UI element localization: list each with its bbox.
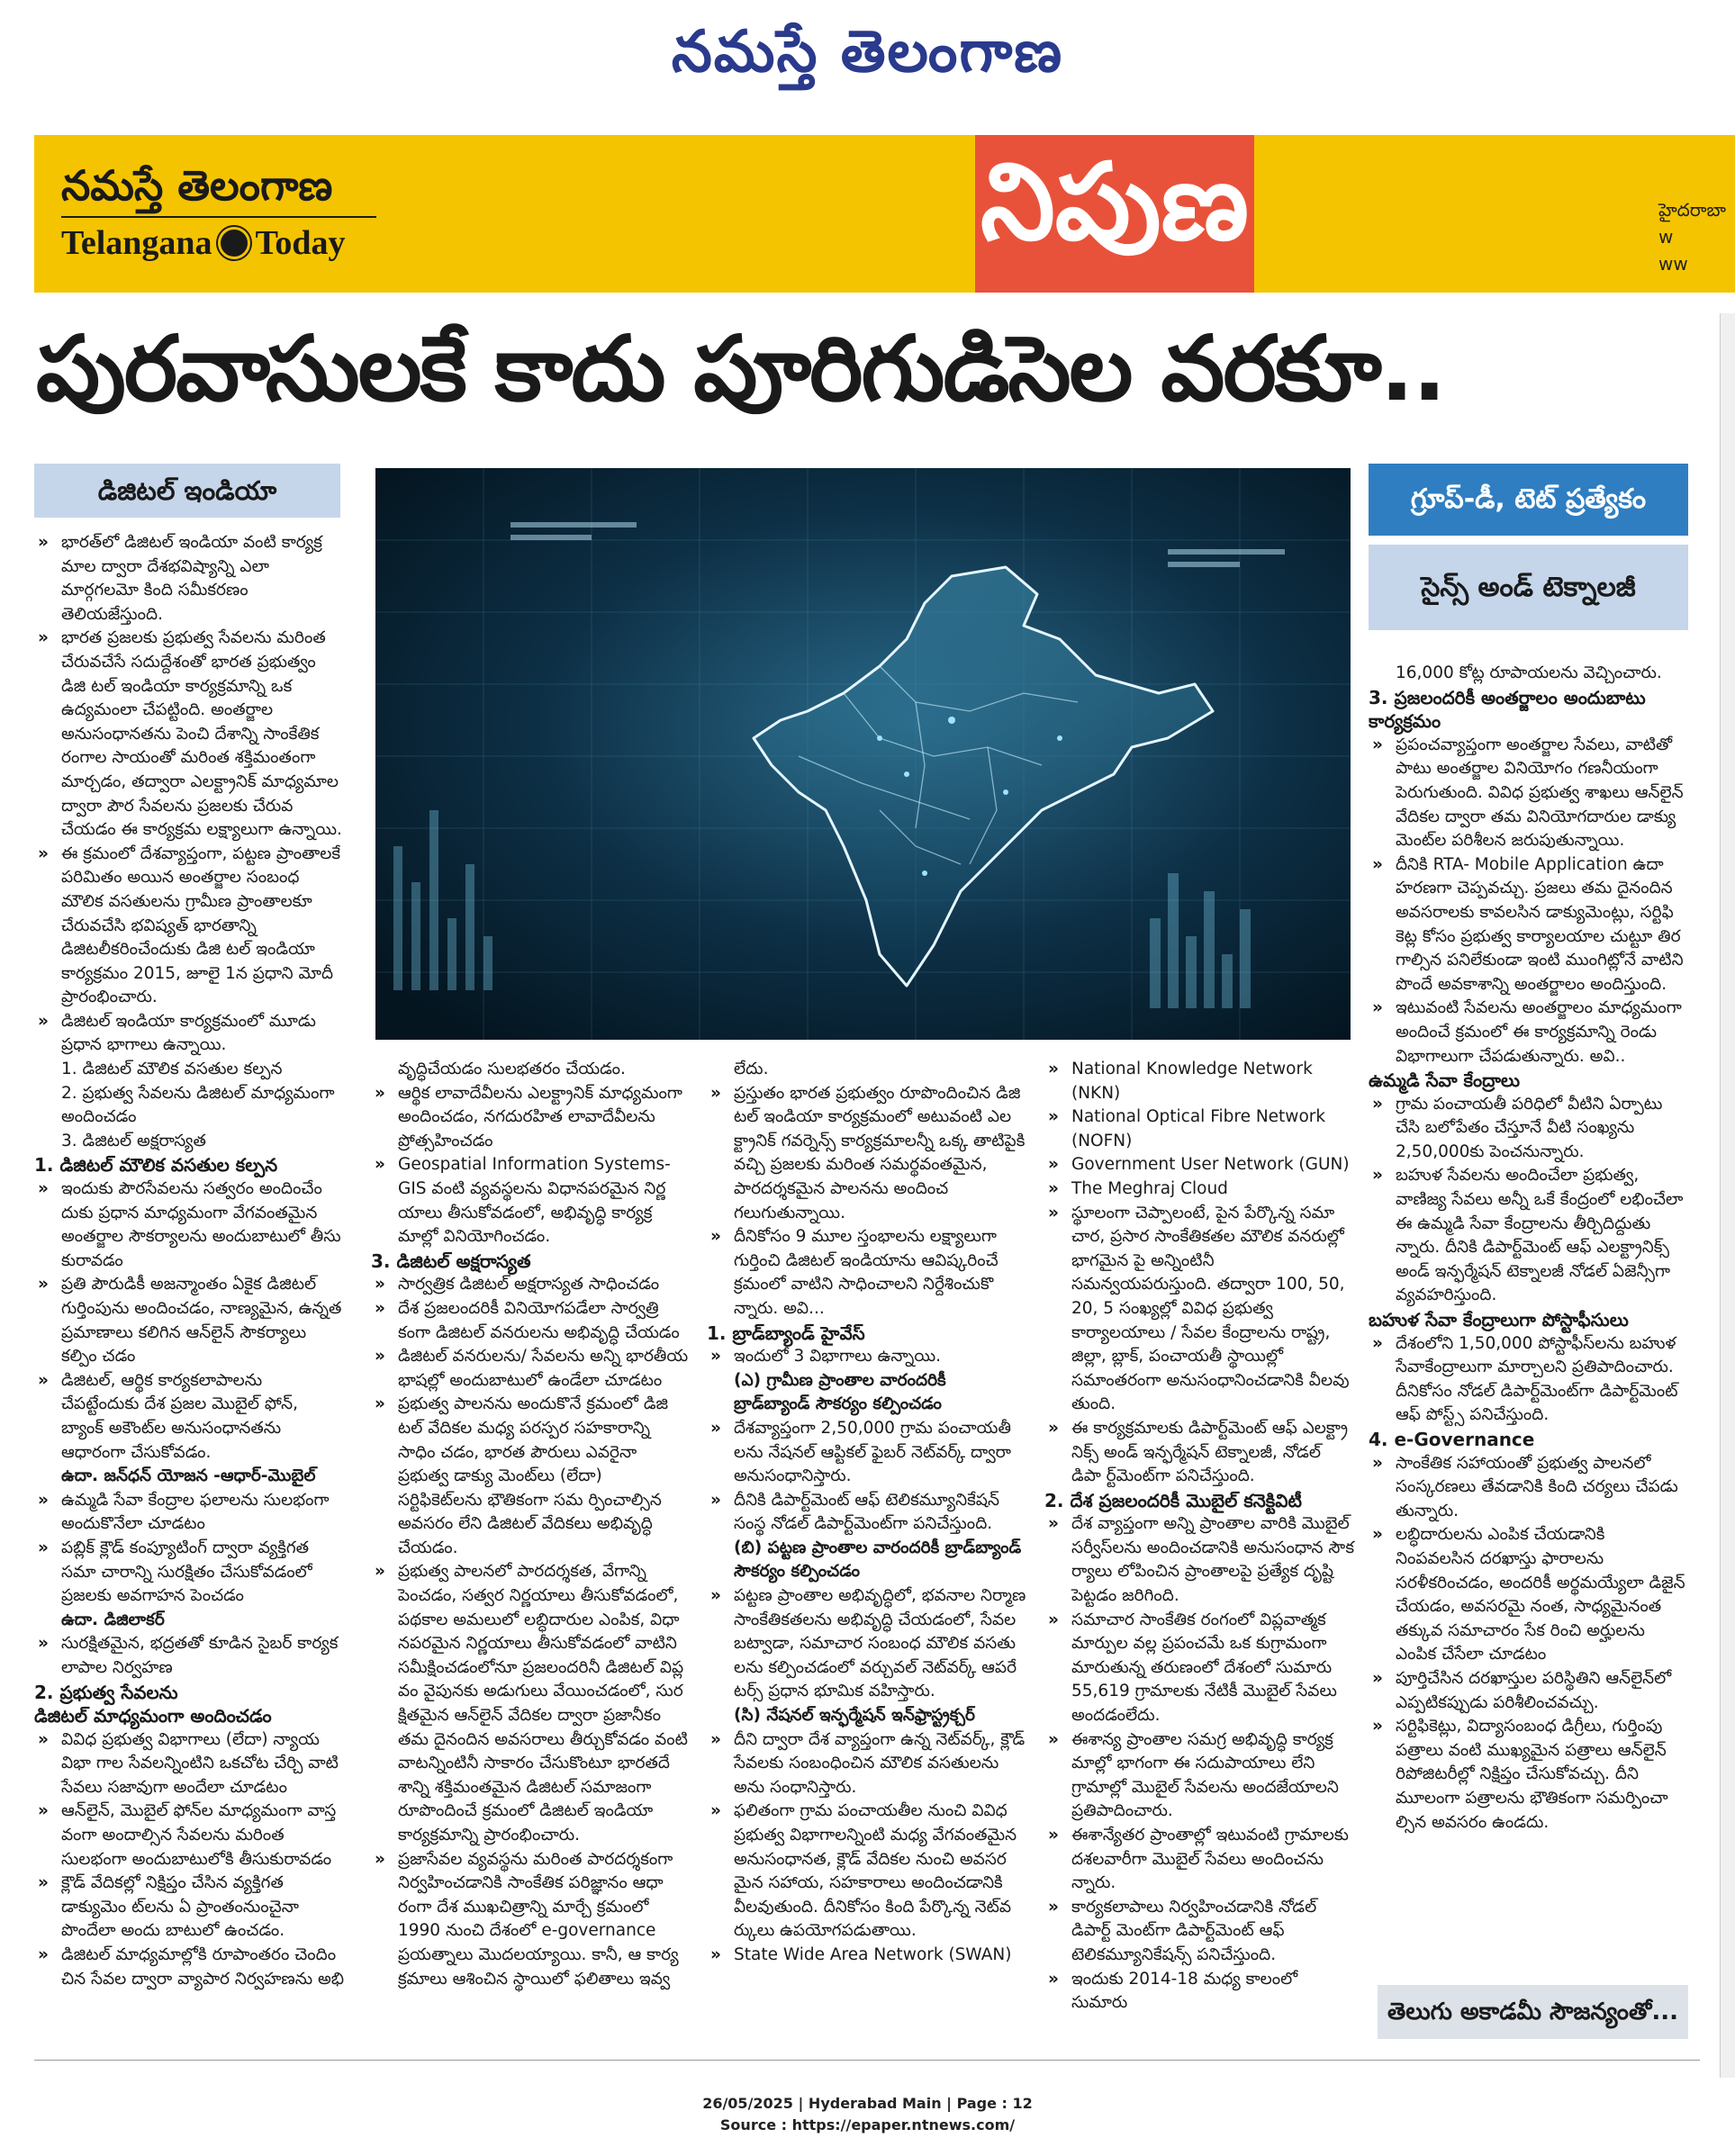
section-tag-science-tech: సైన్స్ అండ్ టెక్నాలజీ: [1369, 545, 1688, 630]
article-headline: పురవాసులకే కాదు పూరిగుడిసెల వరకూ..: [36, 316, 1445, 421]
bullet-paragraph: » ఈ కార్యక్రమాలకు డిపార్ట్‌మెంట్ ఆఫ్ ఎలక్ట్రా నిక్స్ అండ్ ఇన్ఫర్మేషన్ టెక్నాలజీ, నోడల్ డిపా ర్ట్‌మెంట్‌గా పనిచేస్తుంది.: [1044, 1417, 1355, 1489]
courtesy-note: తెలుగు అకాడమీ సౌజన్యంతో...: [1378, 1985, 1688, 2039]
digital-india-map-image: [375, 468, 1351, 1040]
paragraph: లేదు.: [734, 1060, 769, 1078]
footer-divider: [34, 2060, 1700, 2061]
bullet-paragraph: » The Meghraj Cloud: [1044, 1177, 1355, 1202]
sub-label: (బి) పట్టణ ప్రాంతాల వారందరికీ బ్రాడ్‌బ్యాండ్ సౌకర్యం కల్పించడం: [734, 1538, 1022, 1582]
bullet-paragraph: » ప్రస్తుతం భారత ప్రభుత్వం రూపొందించిన డిజి టల్ ఇండియా కార్యక్రమంలో అటువంటి ఎల క్ట్రానిక్ గవర్నెన్స్ కార్యక్రమాలన్నీ ఒక్క తాటిపైకి వచ్చి ప్రజలకు మరింత సమర్థవంతమైన, పారదర్శకమైన పాలనను అందించ గలుగుతున్నాయి.: [707, 1082, 1026, 1226]
bullet-paragraph: » ఇందుకు 2014-18 మధ్య కాలంలో సుమారు: [1044, 1968, 1355, 2016]
paragraph: 2. ప్రభుత్వ సేవలను డిజిటల్ మాధ్యమంగా అందించడం: [61, 1083, 335, 1127]
sub-label: (సి) నేషనల్ ఇన్ఫర్మేషన్ ఇన్‌ఫ్రాస్ట్రక్చర్: [734, 1706, 975, 1726]
bullet-paragraph: » పట్టణ ప్రాంతాల అభివృద్ధిలో, భవనాల నిర్మాణ సాంకేతికతలను అభివృద్ధి చేయడంలో, సేవల బట్వాడా, సమాచార సంబంధ మౌలిక వసతు లను కల్పించడంలో వర్చువల్ నెట్‌వర్క్ ఆపరే టర్స్ ప్రధాన భూమిక వహిస్తారు.: [707, 1584, 1026, 1704]
bullet-paragraph: » దేశంలోని 1,50,000 పోస్టాఫీస్‌లను బహుళ సేవాకేంద్రాలుగా మార్చాలని ప్రతిపాదించారు. దీనికోసం నోడల్ డిపార్ట్‌మెంట్‌గా డిపార్ట్‌మెంట్ ఆఫ్ పోస్ట్స్ పనిచేస్తుంది.: [1369, 1332, 1688, 1428]
section-tag-group-d: గ్రూప్-డీ, టెట్ ప్రత్యేకం: [1369, 464, 1688, 536]
section-tag-digital-india: డిజిటల్ ఇండియా: [34, 464, 340, 518]
bullet-paragraph: » Geospatial Information Systems-GIS వంటి వ్యవస్థలను విధానపరమైన నిర్ణ యాలు తీసుకోవడంలో, అభివృద్ధి కార్యక్ర మాల్లో వినియోగించడం.: [371, 1153, 691, 1249]
bullet-paragraph: » ప్రభుత్వ పాలనను అందుకొనే క్రమంలో డిజి టల్ వేదికల మధ్య పరస్పర సహకారాన్ని సాధిం చడం, భారత పౌరులు ఎవరైనా ప్రభుత్వ డాక్యు మెంట్‌లు (లేదా) సర్టిఫికెట్‌లను భౌతికంగా సమ ర్పించాల్సిన అవసరం లేని డిజిటల్ వేదికలు అభివృద్ధి చేయడం.: [371, 1393, 691, 1560]
bullet-paragraph: » భారత ప్రజలకు ప్రభుత్వ సేవలను మరింత చేరువచేసే సదుద్దేశంతో భారత ప్రభుత్వం డిజి టల్ ఇండియా కార్యక్రమాన్ని ఒక ఉద్యమంలా చేపట్టింది. అంతర్జాల అనుసంధానతను పెంచి దేశాన్ని సాంకేతిక రంగాల సాయంతో మరింత శక్తిమంతంగా మార్చడం, తద్వారా ఎలక్ట్రానిక్ మాధ్యమాల ద్వారా పౌర సేవలను ప్రజలకు చేరువ చేయడం ఈ కార్యక్రమ లక్ష్యాలుగా ఉన్నాయి.: [34, 627, 345, 842]
paragraph: 3. డిజిటల్ అక్షరాస్యత: [61, 1131, 206, 1150]
bullet-paragraph: » సాంకేతిక సహాయంతో ప్రభుత్వ పాలనలో సంస్కరణలు తేవడానికి కింది చర్యలు చేపడు తున్నారు.: [1369, 1452, 1688, 1524]
edition-line: w: [1658, 226, 1674, 248]
bullet-paragraph: » ప్రజాసేవల వ్యవస్థను మరింత పారదర్శకంగా నిర్వహించడానికి సాంకేతిక పరిజ్ఞానం ఆధా రంగా దేశ ముఖచిత్రాన్ని మార్చే క్రమంలో 1990 నుంచి దేశంలో e-governance ప్రయత్నాలు మొదలయ్యాయి. కానీ, ఆ కార్య క్రమాలు ఆశించిన స్థాయిలో ఫలితాలు ఇవ్వ: [371, 1848, 691, 1992]
bullet-paragraph: » ఇటువంటి సేవలను అంతర్జాలం మాధ్యమంగా అందించే క్రమంలో ఈ కార్యక్రమాన్ని రెండు విభాగాలుగా చేపడుతున్నారు. అవి..: [1369, 997, 1688, 1069]
bullet-paragraph: » ప్రతి పౌరుడికీ అజన్మాంతం ఏకైక డిజిటల్ గుర్తింపును అందించడం, నాణ్యమైన, ఉన్నత ప్రమాణాలు కలిగిన ఆన్‌లైన్ సౌకర్యాలు కల్పిం చడం: [34, 1273, 345, 1368]
bullet-paragraph: » డిజిటల్, ఆర్థిక కార్యకలాపాలను చేపట్టేందుకు దేశ ప్రజల మొబైల్ ఫోన్, బ్యాంక్ అకౌంట్‌ల అనుసంధానతను ఆధారంగా చేసుకోవడం.: [34, 1369, 345, 1465]
subheading: 2. దేశ ప్రజలందరికీ మొబైల్ కనెక్టివిటీ: [1044, 1489, 1302, 1511]
masthead-title: నమస్తే తెలంగాణ: [671, 18, 1064, 86]
bullet-paragraph: » ఫలితంగా గ్రామ పంచాయతీల నుంచి వివిధ ప్రభుత్వ విభాగాలన్నింటి మధ్య వేగవంతమైన అనుసంధానత, క్లౌడ్ వేదికల నుంచి అవసర మైన సహాయ, సహకారాలు అందించడానికి వీలవుతుంది. దీనికోసం కింది పేర్కొన్న నెట్‌వ ర్కులు ఉపయోగపడుతాయి.: [707, 1800, 1026, 1944]
paragraph: 16,000 కోట్ల రూపాయలను వెచ్చించారు.: [1396, 663, 1662, 682]
subheading: ఉమ్మడి సేవా కేంద్రాలు: [1369, 1069, 1521, 1092]
bullet-paragraph: » ఈశాన్యేతర ప్రాంతాల్లో ఇటువంటి గ్రామాలకు దశలవారీగా మొబైల్ సేవలు అందించను న్నారు.: [1044, 1824, 1355, 1896]
bullet-paragraph: » Government User Network (GUN): [1044, 1153, 1355, 1177]
bullet-paragraph: » దీనికి డిపార్ట్‌మెంట్ ఆఫ్ టెలికమ్యూనికేషన్ సంస్థ నోడల్ డిపార్ట్‌మెంట్‌గా పనిచేస్తుంది.: [707, 1489, 1026, 1537]
scrollbar[interactable]: [1720, 313, 1735, 2078]
bullet-paragraph: » సమాచార సాంకేతిక రంగంలో విప్లవాత్మక మార్పుల వల్ల ప్రపంచమే ఒక కుగ్రామంగా మారుతున్న తరుణంలో దేశంలో సుమారు 55,619 గ్రామాలకు నేటికీ మొబైల్ సేవలు అందడంలేదు.: [1044, 1609, 1355, 1728]
bullet-paragraph: » కార్యకలాపాలు నిర్వహించడానికి నోడల్ డిపార్ట్ మెంట్‌గా డిపార్ట్‌మెంట్ ఆఫ్ టెలికమ్యూనికేషన్స్ పనిచేస్తుంది.: [1044, 1896, 1355, 1968]
bullet-paragraph: » దీనికోసం 9 మూల స్తంభాలను లక్ష్యాలుగా గుర్తించి డిజిటల్ ఇండియాను ఆవిష్కరించే క్రమంలో వాటిని సాధించాలని నిర్దేశించుకొ న్నారు. అవి...: [707, 1225, 1026, 1321]
bullet-paragraph: » క్లౌడ్ వేదికల్లో నిక్షిప్తం చేసిన వ్యక్తిగత డాక్యుమెం ట్‌లను ఏ ప్రాంతంనుంచైనా పొందేలా అందు బాటులో ఉంచడం.: [34, 1872, 345, 1944]
sub-label: (ఎ) గ్రామీణ ప్రాంతాల వారందరికీ బ్రాడ్‌బ్యాండ్ సౌకర్యం కల్పించడం: [734, 1370, 946, 1414]
paragraph: 1. డిజిటల్ మౌలిక వసతుల కల్పన: [61, 1060, 283, 1079]
bullet-paragraph: » ప్రభుత్వ పాలనలో పారదర్శకత, వేగాన్ని పెంచడం, సత్వర నిర్ణయాలు తీసుకోవడంలో, పథకాల అమలులో లబ్ధిదారుల ఎంపిక, విధా నపరమైన నిర్ణయాలు తీసుకోవడంలో వాటిని సమీక్షించడంలోనూ ప్రజలందరినీ డిజిటల్ విప్ల వం వైపునకు అడుగులు వేయించడంలో, సుర క్షితమైన ఆన్‌లైన్ వేదికల ద్వారా ప్రజానీకం తమ దైనందిన అవసరాలు తీర్చుకోవడం వంటి వాటన్నింటినీ సాకారం చేసుకొంటూ భారతదే శాన్ని శక్తిమంతమైన డిజిటల్ సమాజంగా రూపొందించే క్రమంలో డిజిటల్ ఇండియా కార్యక్రమాన్ని ప్రారంభించారు.: [371, 1560, 691, 1847]
bullet-paragraph: » ఆన్‌లైన్, మొబైల్ ఫోన్‌ల మాధ్యమంగా వాస్త వంగా అందాల్సిన సేవలను మరింత సులభంగా అందుబాటులోకి తీసుకురావడం: [34, 1800, 345, 1872]
bullet-paragraph: » దీనికి RTA- Mobile Application ఉదా హరణగా చెప్పవచ్చు. ప్రజలు తమ దైనందిన అవసరాలకు కావలసిన డాక్యుమెంట్లు, సర్టిఫి కెట్ల కోసం ప్రభుత్వ కార్యాలయాల చుట్టూ తిర గాల్సిన పనిలేకుండా ఇంటి ముంగిట్లోనే వాటిని పొందే అవకాశాన్ని అంతర్జాలం అందిస్తుంది.: [1369, 853, 1688, 997]
edition-line: ww: [1658, 253, 1688, 275]
subheading: 4. e-Governance: [1369, 1429, 1535, 1450]
subheading: 1. బ్రాడ్‌బ్యాండ్ హైవేస్: [707, 1322, 865, 1344]
article-column-4: [1044, 1058, 1355, 2016]
brand-english: [61, 221, 385, 265]
bullet-paragraph: » State Wide Area Network (SWAN): [707, 1944, 1026, 1968]
section-banner: [34, 135, 1735, 293]
bullet-paragraph: » ఈశాన్య ప్రాంతాల సమగ్ర అభివృద్ధి కార్యక్ర మాల్లో భాగంగా ఈ సదుపాయాలు లేని గ్రామాల్లో మొబైల్ సేవలను అందజేయాలని ప్రతిపాదించారు.: [1044, 1728, 1355, 1824]
sub-label: ఉదా. డిజిలాకర్: [61, 1610, 165, 1629]
bullet-paragraph: » సార్వత్రిక డిజిటల్ అక్షరాస్యత సాధించడం: [371, 1273, 691, 1297]
bullet-paragraph: » పబ్లిక్ క్లౌడ్ కంప్యూటింగ్ ద్వారా వ్యక్తిగత సమా చారాన్ని సురక్షితం చేసుకోవడంలో ప్రజలకు అవగాహన పెంచడం: [34, 1537, 345, 1609]
page-footer: [0, 2093, 1735, 2136]
paragraph: వృద్ధిచేయడం సులభతరం చేయడం.: [398, 1060, 626, 1078]
brand-divider: [61, 216, 376, 218]
bullet-paragraph: » ఈ క్రమంలో దేశవ్యాప్తంగా, పట్టణ ప్రాంతాలకే పరిమితం అయిన అంతర్జాల సంబంధ మౌలిక వసతులను గ్రామీణ ప్రాంతాలకూ చేరువచేసి భవిష్యత్ భారతాన్ని డిజిటలీకరించేందుకు డిజి టల్ ఇండియా కార్యక్రమం 2015, జూలై 1న ప్రధాని మోదీ ప్రారంభించారు.: [34, 843, 345, 1010]
section-title-nipuna: నిపుణ: [975, 135, 1254, 293]
bullet-paragraph: » ఇందుకు పౌరసేవలను సత్వరం అందించేం దుకు ప్రధాన మాధ్యమంగా వేగవంతమైన అంతర్జాల సౌకర్యాలను అందుబాటులో తీసు కురావడం: [34, 1177, 345, 1273]
footer-source[interactable]: Source : https://epaper.ntnews.com/: [719, 2116, 1016, 2133]
brand-english-left: Telangana: [61, 224, 212, 262]
bullet-paragraph: » ఆర్థిక లావాదేవీలను ఎలక్ట్రానిక్ మాధ్యమంగా అందించడం, నగదురహిత లావాదేవీలను ప్రోత్సహించడం: [371, 1082, 691, 1154]
footer-dateline: 26/05/2025 | Hyderabad Main | Page : 12: [702, 2095, 1033, 2112]
bullet-paragraph: » బహుళ సేవలను అందించేలా ప్రభుత్వ, వాణిజ్య సేవలు అన్నీ ఒకే కేంద్రంలో లభించేలా ఈ ఉమ్మడి సేవా కేంద్రాలను తీర్చిదిద్దుతు న్నారు. దీనికి డిపార్ట్‌మెంట్ ఆఫ్ ఎలక్ట్రానిక్స్ అండ్ ఇన్ఫర్మేషన్ టెక్నాలజీ నోడల్ ఏజెన్సీగా వ్యవహరిస్తుంది.: [1369, 1164, 1688, 1308]
subheading: 3. డిజిటల్ అక్షరాస్యత: [371, 1249, 531, 1272]
bullet-paragraph: » డిజిటల్ ఇండియా కార్యక్రమంలో మూడు ప్రధాన భాగాలు ఉన్నాయి.: [34, 1010, 345, 1058]
bullet-paragraph: » భారత్‌లో డిజిటల్ ఇండియా వంటి కార్యక్ర మాల ద్వారా దేశభవిష్యాన్ని ఎలా మార్గగలమో కింది సమీకరణం తెలియజేస్తుంది.: [34, 531, 345, 627]
bullet-paragraph: » దేశ ప్రజలందరికీ వినియోగపడేలా సార్వత్రి కంగా డిజిటల్ వనరులను అభివృద్ధి చేయడం: [371, 1297, 691, 1345]
bullet-paragraph: » గ్రామ పంచాయతీ పరిధిలో వీటిని ఏర్పాటు చేసి బలోపేతం చేస్తూనే వీటి సంఖ్యను 2,50,000కు పెంచనున్నారు.: [1369, 1093, 1688, 1165]
article-column-5: [1369, 662, 1688, 1835]
emblem-icon: [218, 227, 250, 259]
bullet-paragraph: » లబ్ధిదారులను ఎంపిక చేయడానికి నింపవలసిన దరఖాస్తు ఫారాలను సరళీకరించడం, అందరికీ అర్థమయ్యేలా డిజైన్ చేయడం, అవసరమై నంత, సాధ్యమైనంత తక్కువ సమాచారం సేక రించి అర్హులను ఎంపిక చేసేలా చూడటం: [1369, 1523, 1688, 1667]
bullet-paragraph: » దేశవ్యాప్తంగా 2,50,000 గ్రామ పంచాయతీ లను నేషనల్ ఆప్టికల్ ఫైబర్ నెట్‌వర్క్ ద్వారా అనుసంధానిస్తారు.: [707, 1417, 1026, 1489]
subheading: బహుళ సేవా కేంద్రాలుగా పోస్టాఫీసులు: [1369, 1309, 1629, 1331]
bullet-paragraph: » పూర్తిచేసిన దరఖాస్తుల పరిస్థితిని ఆన్‌లైన్‌లో ఎప్పటికప్పుడు పరిశీలించవచ్చు.: [1369, 1667, 1688, 1715]
bullet-paragraph: » డిజిటల్ మాధ్యమాల్లోకి రూపాంతరం చెందిం చిన సేవల ద్వారా వ్యాపార నిర్వహణను అభి: [34, 1944, 345, 1991]
bullet-paragraph: » National Knowledge Network (NKN): [1044, 1058, 1355, 1105]
india-map-photo: [375, 468, 1351, 1040]
bullet-paragraph: » సురక్షితమైన, భద్రతతో కూడిన సైబర్ కార్యక లాపాల నిర్వహణ: [34, 1632, 345, 1680]
bullet-paragraph: » ప్రపంచవ్యాప్తంగా అంతర్జాల సేవలు, వాటితో పాటు అంతర్జాల వినియోగం గణనీయంగా పెరుగుతుంది. వివిధ ప్రభుత్వ శాఖలు ఆన్‌లైన్ వేదికల ద్వారా తమ వినియోగదారుల డాక్యు మెంట్‌ల పరిశీలన జరుపుతున్నాయి.: [1369, 734, 1688, 853]
bullet-paragraph: » ఇందులో 3 విభాగాలు ఉన్నాయి.: [707, 1345, 1026, 1369]
sub-label: ఉదా. జన్‌ధన్ యోజన -ఆధార్-మొబైల్: [61, 1466, 316, 1486]
bullet-paragraph: » వివిధ ప్రభుత్వ విభాగాలు (లేదా) న్యాయ విభా గాల సేవలన్నింటిని ఒకచోట చేర్చి వాటి సేవలు సజావుగా అందేలా చూడటం: [34, 1728, 345, 1800]
bullet-paragraph: » దీని ద్వారా దేశ వ్యాప్తంగా ఉన్న నెట్‌వర్క్, క్లౌడ్ సేవలకు సంబంధించిన మౌలిక వసతులను అను సంధానిస్తారు.: [707, 1728, 1026, 1800]
brand-english-right: Today: [255, 224, 346, 262]
subheading: 2. ప్రభుత్వ సేవలను: [34, 1681, 178, 1703]
edition-line: హైదరాబా: [1658, 199, 1726, 221]
article-column-1: [34, 531, 345, 1991]
article-column-3: [707, 1058, 1026, 1968]
subheading: 1. డిజిటల్ మౌలిక వసతుల కల్పన: [34, 1154, 278, 1177]
bullet-paragraph: » సర్టిఫికెట్లు, విద్యాసంబంధ డిగ్రీలు, గుర్తింపు పత్రాలు వంటి ముఖ్యమైన పత్రాలు ఆన్‌లైన్ రిపోజిటరీల్లో నిక్షిప్తం చేసుకోవచ్చు. దీని మూలంగా పత్రాలను భౌతికంగా సమర్పించా ల్సిన అవసరం ఉండదు.: [1369, 1715, 1688, 1835]
bullet-paragraph: » డిజిటల్ వనరులను/ సేవలను అన్ని భారతీయ భాషల్లో అందుబాటులో ఉండేలా చూడటం: [371, 1345, 691, 1393]
bullet-paragraph: » దేశ వ్యాప్తంగా అన్ని ప్రాంతాల వారికి మొబైల్ సర్వీస్‌లను అందించడానికి అనుసంధాన సౌక ర్యాలు లోపించిన ప్రాంతాలపై ప్రత్యేక దృష్టి పెట్టడం జరిగింది.: [1044, 1512, 1355, 1608]
bullet-paragraph: » National Optical Fibre Network (NOFN): [1044, 1105, 1355, 1153]
bullet-paragraph: » స్థూలంగా చెప్పాలంటే, పైన పేర్కొన్న సమా చార, ప్రసార సాంకేతికతల మౌలిక వనరుల్లో భాగమైన పై అన్నింటినీ సమన్వయపరుస్తుంది. తద్వారా 100, 50, 20, 5 సంఖ్యల్లో వివిధ ప్రభుత్వ కార్యాలయాలు / సేవల కేంద్రాలను రాష్ట్ర, జిల్లా, బ్లాక్, పంచాయతీ స్థాయిల్లో సమాంతరంగా అనుసంధానించడానికి వీలవు తుంది.: [1044, 1202, 1355, 1417]
edition-info: [1658, 196, 1735, 277]
bullet-paragraph: » ఉమ్మడి సేవా కేంద్రాల ఫలాలను సులభంగా అందుకొనేలా చూడటం: [34, 1489, 345, 1537]
brand-block: [61, 158, 385, 265]
subheading: డిజిటల్ మాధ్యమంగా అందించడం: [34, 1705, 272, 1728]
article-column-2: [371, 1058, 691, 1991]
brand-telugu: నమస్తే తెలంగాణ: [61, 161, 333, 210]
subheading: 3. ప్రజలందరికీ అంతర్జాలం అందుబాటు కార్యక్రమం: [1369, 686, 1646, 733]
